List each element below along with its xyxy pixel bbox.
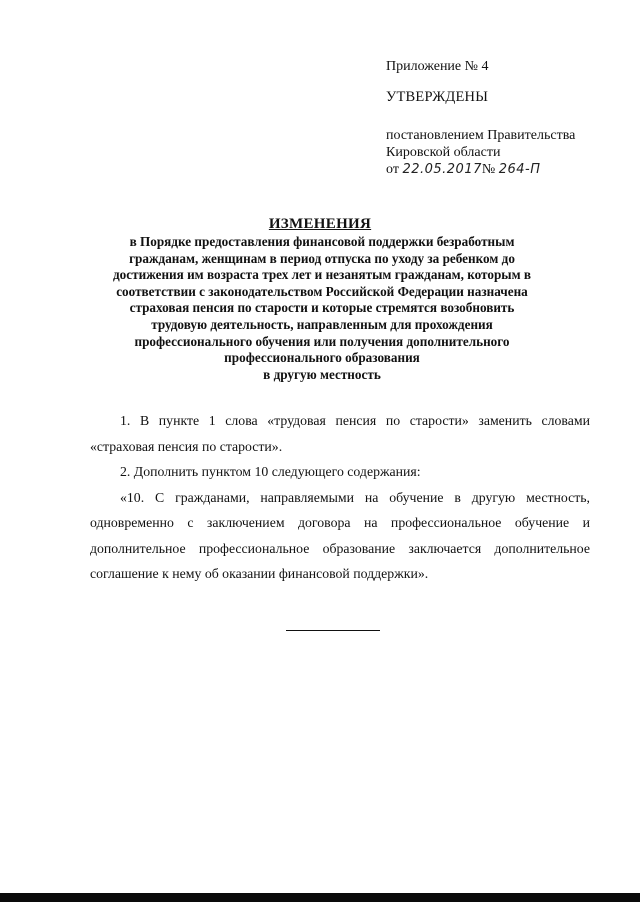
annex-label: Приложение № 4 bbox=[386, 59, 489, 74]
paragraph-3-line-4: соглашение к нему об оказании финансовой поддержки». bbox=[90, 566, 429, 581]
paragraph-3-line-2: одновременно с заключением договора на профессиональное обучение и bbox=[90, 515, 590, 530]
subtitle-line: соответствии с законодательством Российской Федерации назначена bbox=[116, 283, 528, 299]
handwritten-date: 22.05.2017 bbox=[402, 162, 482, 177]
paragraph-3-line-1: «10. С гражданами, направляемыми на обучение в другую местность, bbox=[120, 489, 590, 505]
document-body bbox=[90, 408, 590, 587]
number-label: № bbox=[481, 162, 496, 177]
subtitle-line: профессионального образования bbox=[224, 350, 420, 366]
paragraph-2: 2. Дополнить пунктом 10 следующего содержания: bbox=[120, 464, 421, 479]
subtitle-line: профессионального обучения или получения дополнительного bbox=[134, 333, 510, 349]
subtitle-line: в Порядке предоставления финансовой поддержки безработным bbox=[129, 234, 515, 249]
subtitle-line: трудовую деятельность, направленным для прохождения bbox=[151, 316, 493, 332]
subtitle-line: в другую местность bbox=[263, 366, 381, 382]
document-title: ИЗМЕНЕНИЯ bbox=[268, 216, 372, 232]
approval-block bbox=[386, 58, 626, 178]
subtitle-line: достижения им возраста трех лет и незанятым гражданам, которым в bbox=[113, 267, 531, 283]
subtitle-line: страховая пенсия по старости и которые стремятся возобновить bbox=[129, 300, 515, 316]
scan-bottom-border bbox=[0, 893, 640, 902]
approved-label: УТВЕРЖДЕНЫ bbox=[386, 89, 489, 105]
date-prefix: от bbox=[386, 162, 399, 177]
decree-date-line bbox=[386, 161, 626, 178]
end-divider bbox=[286, 630, 380, 631]
document-subtitle bbox=[90, 234, 554, 383]
decree-line-2: Кировской области bbox=[386, 145, 501, 160]
paragraph-1-line-1: 1. В пункте 1 слова «трудовая пенсия по старости» заменить словами bbox=[120, 413, 590, 428]
decree-line-1: постановлением Правительства bbox=[386, 128, 576, 143]
subtitle-line: гражданам, женщинам в период отпуска по уходу за ребенком до bbox=[129, 250, 515, 266]
paragraph-1-line-2: «страховая пенсия по старости». bbox=[90, 438, 283, 454]
handwritten-number: 264-П bbox=[498, 162, 541, 177]
paragraph-3-line-3: дополнительное профессиональное образование заключается дополнительное bbox=[90, 540, 590, 556]
